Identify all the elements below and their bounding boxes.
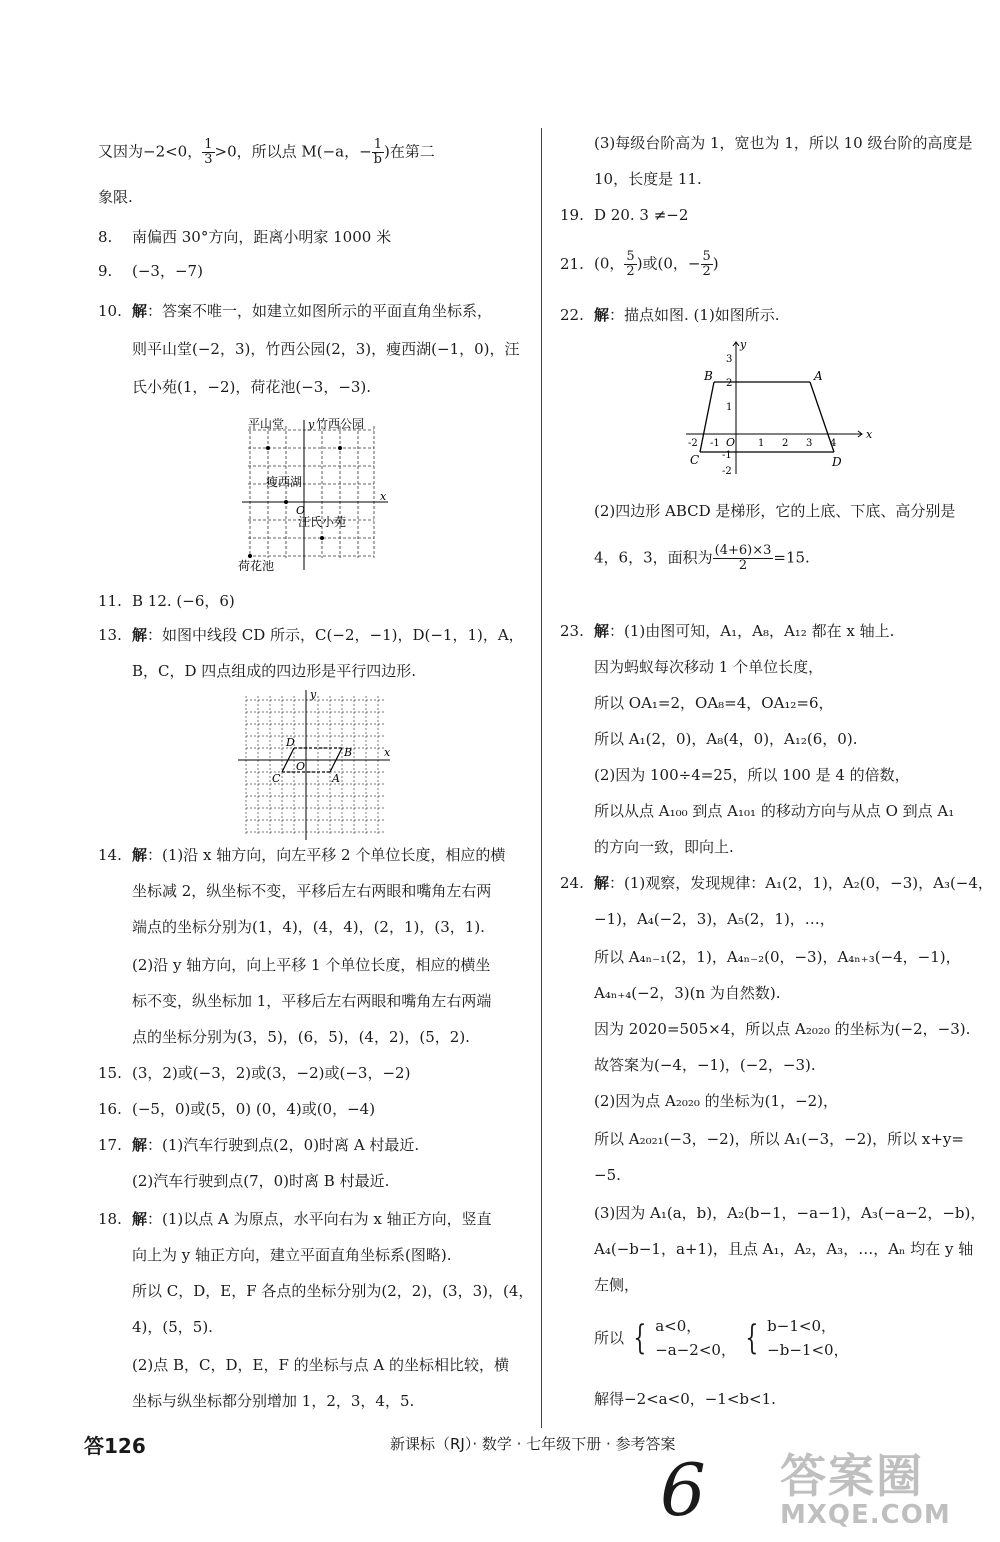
label-hehuachi: 荷花池 [238,559,275,572]
point-B-label: B [344,746,353,759]
question-number: 14. [98,846,122,864]
answer-text: 所以 A₄ₙ₋₁(2，1)，A₄ₙ₋₂(0，−3)，A₄ₙ₊₃(−4，−1)， [594,948,961,966]
question-number: 8. [98,228,113,246]
text-line [560,1388,776,1410]
text-line [560,1238,973,1260]
question-17 [98,1134,419,1156]
question-11-12 [98,590,235,612]
point-C-label: C [272,772,281,785]
denominator: 2 [626,264,635,279]
question-23 [560,620,894,642]
solution-label: 解 [132,1210,148,1228]
text-line [98,1280,533,1302]
answer-text: (2)因为 100÷4=25，所以 100 是 4 的倍数， [594,766,910,784]
question-number: 10. [98,302,122,320]
axis-x-label: x [380,490,387,503]
denominator: 2 [702,264,711,279]
answer-text: 10，长度是 11. [594,170,702,188]
text-line [560,692,834,714]
text-line [98,1026,470,1048]
text-line [560,1202,985,1224]
label-pingshantang: 平山堂 [248,417,285,431]
answer-text: (2)因为点 A₂₀₂₀ 的坐标为(1，−2)， [594,1092,839,1110]
text-line [560,500,955,522]
origin-label: O [296,504,306,517]
answer-text: ：答案不唯一，如建立如图所示的平面直角坐标系， [147,302,493,320]
fraction [372,138,384,167]
text-line [98,338,520,360]
answer-text: B，C，D 四点组成的四边形是平行四边形. [132,662,417,680]
solution-label: 解 [132,626,148,644]
answer-text: 所以 A₂₀₂₁(−3，−2)，所以 A₁(−3，−2)，所以 x+y= [594,1130,964,1148]
left-brace: { [745,1318,759,1358]
answer-text: (−5，0)或(5，0) (0，4)或(0，−4) [132,1100,376,1118]
text-line [560,728,857,750]
question-number: 13. [98,626,122,644]
watermark-url: MXQE.COM [780,1500,951,1530]
solution-label: 解 [594,622,610,640]
answer-text: −5. [594,1166,621,1184]
text-line [98,1316,213,1338]
footer-title: 新课标（RJ）· 数学 · 七年级下册 · 参考答案 [390,1435,676,1453]
answer-text: (0， [594,254,625,273]
answer-text: (3，2)或(−3，2)或(3，−2)或(−3，−2) [132,1064,411,1082]
text-line [98,916,485,938]
answer-text: 氏小苑(1，−2)，荷花池(−3，−3). [132,378,372,396]
answer-text: (3)每级台阶高为 1，宽也为 1，所以 10 级台阶的高度是 [594,134,973,152]
question-18 [98,1208,492,1230]
question-number: 22. [560,306,584,324]
text-line [560,836,734,858]
tick-x-3: 3 [806,438,813,449]
answer-text: (−3，−7) [132,262,203,280]
text-line [560,764,910,786]
text-line [560,132,973,154]
axis-x-label: x [384,746,391,759]
answer-text: ：(1)汽车行驶到点(2，0)时离 A 村最近. [147,1136,420,1154]
denominator: b [373,152,382,167]
question-number: 19. [560,206,584,224]
text-line [560,908,835,930]
tick-y-neg1: -1 [722,450,732,461]
inequality: a<0， [655,1317,702,1335]
figure-q10-grid-map [238,412,398,576]
tick-x-neg2: -2 [688,438,698,449]
fraction [701,250,713,279]
fraction [713,544,774,573]
answer-text: 点的坐标分别为(3，5)，(6，5)，(4，2)，(5，2). [132,1028,470,1046]
answer-text: ：(1)观察，发现规律：A₁(2，1)，A₂(0，−3)，A₃(−4， [609,874,993,892]
axis-y-label: y [308,418,315,431]
question-19-20 [560,204,688,226]
left-brace: { [633,1318,647,1358]
text-line [98,138,435,167]
answer-text: 因为 2020=505×4，所以点 A₂₀₂₀ 的坐标为(−2，−3). [594,1020,971,1038]
answer-text: D 20. 3 ≠−2 [594,206,689,224]
question-10 [98,300,492,322]
text-line [560,1128,964,1150]
answer-text: 所以 [594,1329,625,1347]
answer-text: 所以 OA₁=2，OA₈=4，OA₁₂=6， [594,694,834,712]
question-number: 16. [98,1100,122,1118]
answer-text: )或(0，− [636,254,701,273]
tick-y-2: 2 [726,378,733,389]
text-line [560,946,961,968]
watermark-logo-text: 答案圈 [780,1449,924,1503]
answer-text: (2)汽车行驶到点(7，0)时离 B 村最近. [132,1172,390,1190]
solution-label: 解 [594,874,610,892]
denominator: 3 [204,152,213,167]
answer-text: 所以从点 A₁₀₀ 到点 A₁₀₁ 的移动方向与从点 O 到点 A₁ [594,802,955,820]
question-number: 11. [98,592,122,610]
label-wangshi-xiaoyuan: 汪氏小苑 [298,515,347,529]
question-22 [560,304,780,326]
numerator: 5 [626,249,635,264]
answer-text: B 12. (−6，6) [132,592,235,610]
answer-text: 故答案为(−4，−1)，(−2，−3). [594,1056,816,1074]
text-line [560,656,823,678]
answer-text: 坐标与纵坐标都分别增加 1，2，3，4，5. [132,1392,415,1410]
answer-text: ：如图中线段 CD 所示，C(−2，−1)，D(−1，1)，A， [147,626,524,644]
question-number: 18. [98,1210,122,1228]
axis-y-label: y [740,338,747,351]
text-line [98,660,416,682]
inequality-group-b [767,1314,848,1362]
answer-text: 4，6，3，面积为 [594,548,713,567]
point-B-label: B [704,369,713,383]
text-line [98,1390,414,1412]
answer-text: 向上为 y 轴正方向，建立平面直角坐标系(图略). [132,1246,452,1264]
answer-text: 标不变，纵坐标加 1，平移后左右两眼和嘴角左右两端 [132,992,492,1010]
text-line [560,1018,970,1040]
point-D-label: D [832,455,842,469]
answer-text: 端点的坐标分别为(1，4)，(4，4)，(2，1)，(3，1). [132,918,485,936]
question-number: 15. [98,1064,122,1082]
text-line [560,1054,816,1076]
question-15 [98,1062,410,1084]
text-line [560,1090,838,1112]
question-number: 23. [560,622,584,640]
origin-label: O [296,760,306,773]
text-line [560,1164,621,1186]
answer-text: (2)沿 y 轴方向，向上平移 1 个单位长度，相应的横坐 [132,956,491,974]
answer-text: =15. [773,548,810,567]
solution-label: 解 [594,306,610,324]
answer-text: 所以 C，D，E，F 各点的坐标分别为(2，2)，(3，3)，(4， [132,1282,534,1300]
label-shouxihu: 瘦西湖 [266,475,303,489]
figure-q13-parallelogram [236,690,396,844]
point-C-label: C [690,453,700,467]
answer-text: 4)，(5，5). [132,1318,213,1336]
tick-x-4: 4 [830,438,837,449]
origin-label: O [726,436,736,449]
answer-text: 左侧， [594,1276,640,1294]
question-8 [98,226,391,248]
text-line [98,954,490,976]
inequality-system [560,1314,849,1364]
answer-text: ：(1)由图可知，A₁，A₈，A₁₂ 都在 x 轴上. [609,622,895,640]
answer-text: A₄(−b−1，a+1)，且点 A₁，A₂，A₃，…，Aₙ 均在 y 轴 [594,1240,974,1258]
answer-text: 所以 A₁(2，0)，A₈(4，0)，A₁₂(6，0). [594,730,858,748]
text: 象限. [98,188,133,206]
denominator: 2 [738,558,748,573]
answer-text: 解得−2<a<0，−1<b<1. [594,1390,776,1408]
text-line [98,376,371,398]
question-13 [98,624,524,646]
axis-x-label: x [866,428,873,441]
numerator: (4+6)×3 [714,543,772,558]
figure-q22-trapezoid [686,336,876,480]
tick-x-neg1: -1 [710,438,720,449]
text-line [560,1274,639,1296]
text-line [98,186,133,208]
question-number: 17. [98,1136,122,1154]
axis-y-label: y [310,690,317,701]
watermark [780,1440,951,1530]
tick-y-1: 1 [726,402,733,413]
answer-text: 因为蚂蚁每次移动 1 个单位长度， [594,658,824,676]
label-zhuxi-park: 竹西公园 [316,417,365,431]
answer-text: ：(1)沿 x 轴方向，向左平移 2 个单位长度，相应的横 [147,846,506,864]
text-line [98,1354,509,1376]
text-line [98,990,491,1012]
question-14 [98,844,505,866]
inequality: −b−1<0， [767,1341,849,1359]
text-line [560,982,781,1004]
text: 又因为−2<0， [98,142,203,161]
inequality: b−1<0， [767,1317,836,1335]
answer-text: 坐标减 2，纵坐标不变，平移后左右两眼和嘴角左右两 [132,882,492,900]
question-number: 21. [560,254,584,273]
numerator: 1 [373,137,382,152]
text-line [560,800,954,822]
tick-x-1: 1 [758,438,765,449]
question-9 [98,260,203,282]
answer-text: (2)四边形 ABCD 是梯形，它的上底、下底、高分别是 [594,502,956,520]
tick-x-2: 2 [782,438,789,449]
answer-text: ) [712,254,719,273]
answer-text: 的方向一致，即向上. [594,838,734,856]
fraction [202,138,214,167]
answer-text: −1)，A₄(−2，3)，A₅(2，1)，…， [594,910,835,928]
question-number: 9. [98,262,113,280]
point-A-label: A [814,369,823,383]
answer-text: A₄ₙ₊₄(−2，3)(n 为自然数). [594,984,781,1002]
text: >0，所以点 M(−a，− [214,142,372,161]
answer-text: (2)点 B，C，D，E，F 的坐标与点 A 的坐标相比较，横 [132,1356,510,1374]
text-line [560,168,702,190]
tick-y-neg2: -2 [722,466,732,476]
question-16 [98,1098,375,1120]
question-number: 24. [560,874,584,892]
text-line [98,1170,389,1192]
solution-label: 解 [132,1136,148,1154]
tick-y-3: 3 [726,354,733,365]
text-line [98,1244,452,1266]
answer-text: 南偏西 30°方向，距离小明家 1000 米 [132,228,392,246]
answer-text: ：描点如图. (1)如图所示. [609,306,780,324]
inequality: −a−2<0， [655,1341,736,1359]
point-A-label: A [332,772,340,785]
question-21 [560,250,719,279]
numerator: 1 [204,137,213,152]
text-line [98,880,491,902]
solution-label: 解 [132,846,148,864]
point-D-label: D [286,736,295,749]
inequality-group-a [655,1314,736,1362]
answer-text: 则平山堂(−2，3)，竹西公园(2，3)，瘦西湖(−1，0)，汪 [132,340,520,358]
page-number: 答126 [84,1434,146,1458]
column-divider [541,128,542,1428]
text-line [560,544,810,573]
handwritten-mark: 6 [660,1448,706,1532]
answer-text: (3)因为 A₁(a，b)，A₂(b−1，−a−1)，A₃(−a−2，−b)， [594,1204,986,1222]
text: )在第二 [383,142,435,161]
numerator: 5 [702,249,711,264]
answer-text: ：(1)以点 A 为原点，水平向右为 x 轴正方向，竖直 [147,1210,492,1228]
solution-label: 解 [132,302,148,320]
fraction [624,250,636,279]
question-24 [560,872,993,894]
